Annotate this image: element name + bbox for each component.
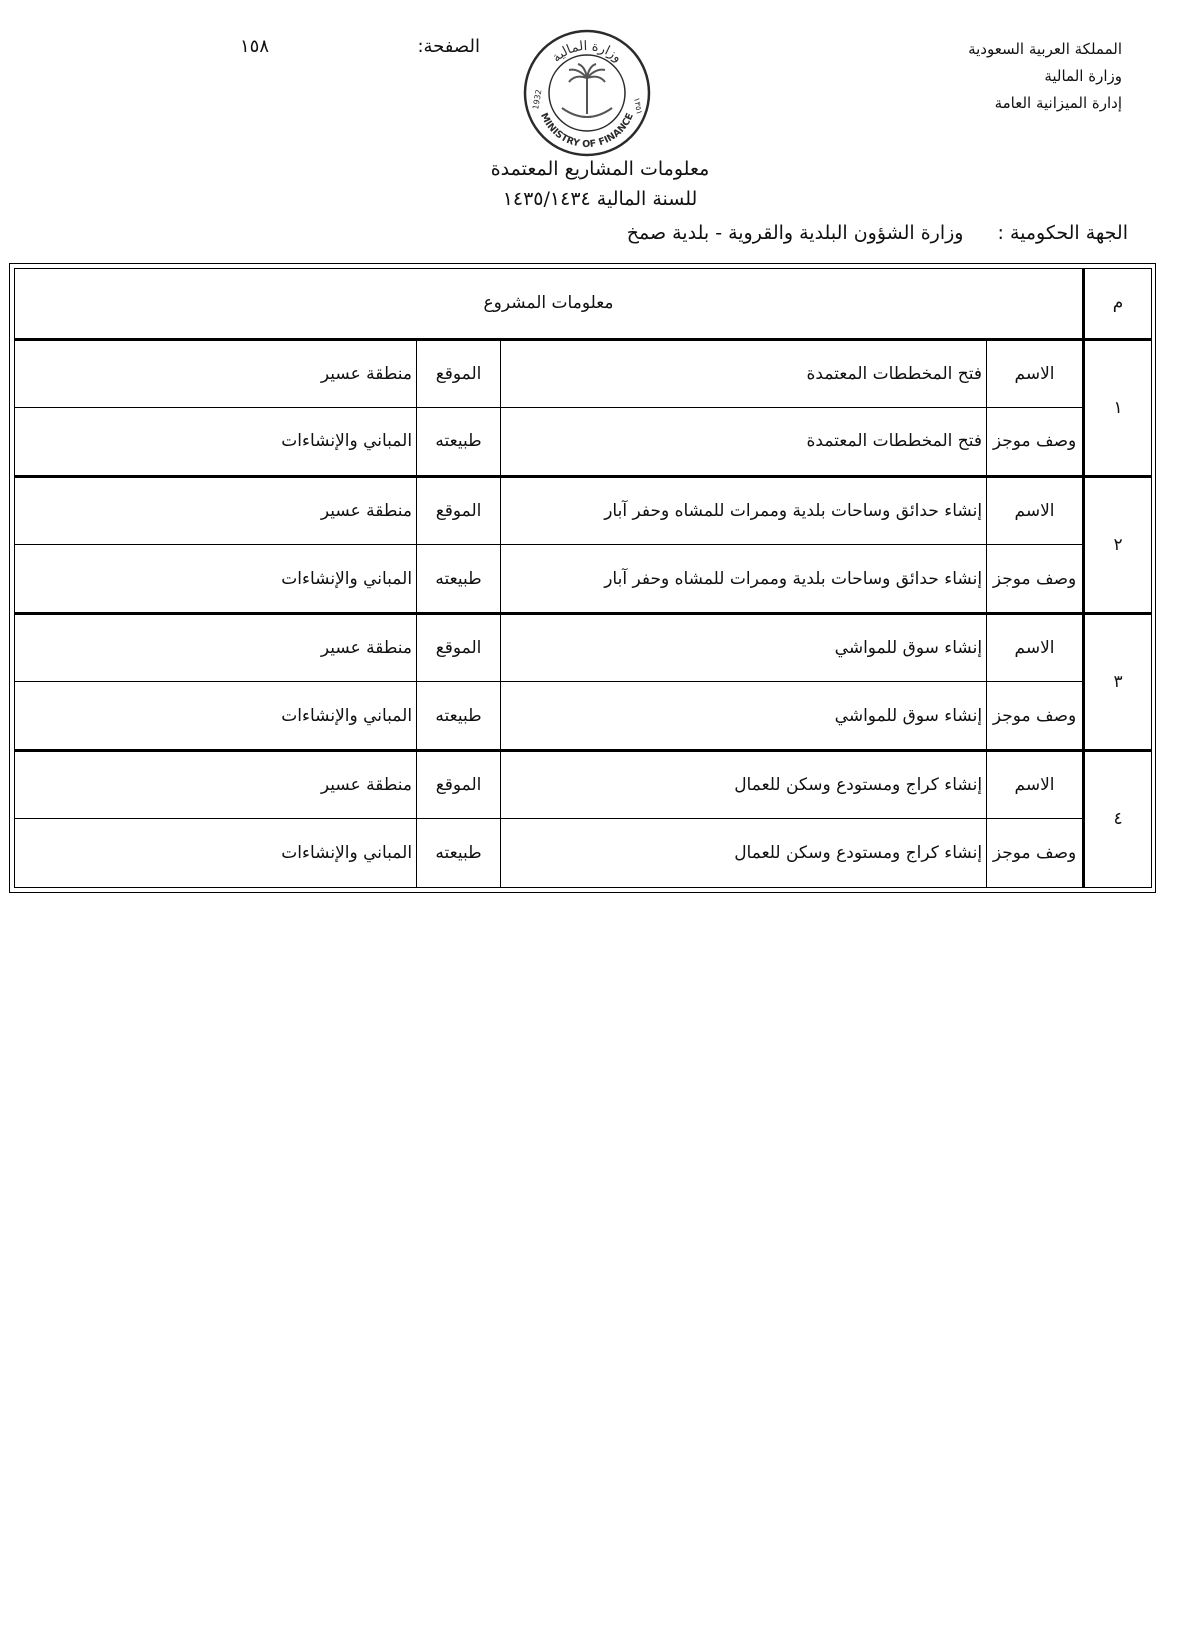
- description-label: وصف موجز: [987, 408, 1084, 477]
- location-label: الموقع: [417, 476, 501, 545]
- type-label: طبيعته: [417, 819, 501, 888]
- project-number: ١: [1084, 339, 1152, 476]
- project-name: فتح المخططات المعتمدة: [501, 339, 987, 408]
- svg-text:MINISTRY OF FINANCE: MINISTRY OF FINANCE: [538, 111, 636, 151]
- description-label: وصف موجز: [987, 545, 1084, 614]
- location-label: الموقع: [417, 613, 501, 682]
- svg-text:وزارة المالية: وزارة المالية: [549, 38, 625, 66]
- table-header-row: [15, 269, 1152, 340]
- project-location: منطقة عسير: [15, 339, 417, 408]
- page-label: الصفحة:: [417, 36, 480, 57]
- project-type: المباني والإنشاءات: [15, 819, 417, 888]
- col-header-project-info: معلومات المشروع: [15, 269, 1084, 340]
- document-title: [330, 154, 870, 214]
- name-label: الاسم: [987, 476, 1084, 545]
- name-label: الاسم: [987, 613, 1084, 682]
- description-label: وصف موجز: [987, 819, 1084, 888]
- project-description: إنشاء حدائق وساحات بلدية وممرات للمشاه وحفر آبار: [501, 545, 987, 614]
- entity-value: وزارة الشؤون البلدية والقروية - بلدية صمخ: [626, 222, 964, 244]
- org-line-kingdom: المملكة العربية السعودية: [968, 40, 1122, 58]
- name-label: الاسم: [987, 339, 1084, 408]
- title-line-projects: معلومات المشاريع المعتمدة: [490, 158, 710, 180]
- description-label: وصف موجز: [987, 682, 1084, 751]
- project-location: منطقة عسير: [15, 476, 417, 545]
- project-name: إنشاء حدائق وساحات بلدية وممرات للمشاه وحفر آبار: [501, 476, 987, 545]
- type-label: طبيعته: [417, 682, 501, 751]
- svg-text:١٣٥١: ١٣٥١: [632, 96, 644, 116]
- project-type: المباني والإنشاءات: [15, 408, 417, 477]
- type-label: طبيعته: [417, 408, 501, 477]
- title-line-fiscal-year: للسنة المالية ١٤٣٥/١٤٣٤: [502, 188, 698, 210]
- svg-text:1932: 1932: [531, 88, 544, 111]
- type-label: طبيعته: [417, 545, 501, 614]
- project-number: ٢: [1084, 476, 1152, 613]
- table-row: [15, 476, 1152, 545]
- entity-label: الجهة الحكومية :: [997, 222, 1128, 244]
- location-label: الموقع: [417, 750, 501, 819]
- project-description: فتح المخططات المعتمدة: [501, 408, 987, 477]
- project-number: ٤: [1084, 750, 1152, 887]
- org-line-ministry: وزارة المالية: [1044, 67, 1122, 85]
- ministry-seal-logo: [522, 28, 652, 158]
- project-number: ٣: [1084, 613, 1152, 750]
- project-type: المباني والإنشاءات: [15, 545, 417, 614]
- page-number: ١٥٨: [240, 36, 270, 57]
- project-type: المباني والإنشاءات: [15, 682, 417, 751]
- government-entity: [627, 222, 1128, 244]
- projects-table-frame: [9, 263, 1156, 893]
- projects-table: [14, 268, 1152, 888]
- table-row: [15, 682, 1152, 751]
- table-row: [15, 545, 1152, 614]
- location-label: الموقع: [417, 339, 501, 408]
- project-name: إنشاء سوق للمواشي: [501, 613, 987, 682]
- table-row: [15, 750, 1152, 819]
- project-location: منطقة عسير: [15, 613, 417, 682]
- table-row: [15, 613, 1152, 682]
- project-name: إنشاء كراج ومستودع وسكن للعمال: [501, 750, 987, 819]
- org-header: [882, 36, 1122, 117]
- project-location: منطقة عسير: [15, 750, 417, 819]
- name-label: الاسم: [987, 750, 1084, 819]
- org-line-department: إدارة الميزانية العامة: [994, 94, 1122, 112]
- table-row: [15, 408, 1152, 477]
- project-description: إنشاء سوق للمواشي: [501, 682, 987, 751]
- project-description: إنشاء كراج ومستودع وسكن للعمال: [501, 819, 987, 888]
- table-row: [15, 339, 1152, 408]
- table-row: [15, 819, 1152, 888]
- col-header-number: م: [1084, 269, 1152, 340]
